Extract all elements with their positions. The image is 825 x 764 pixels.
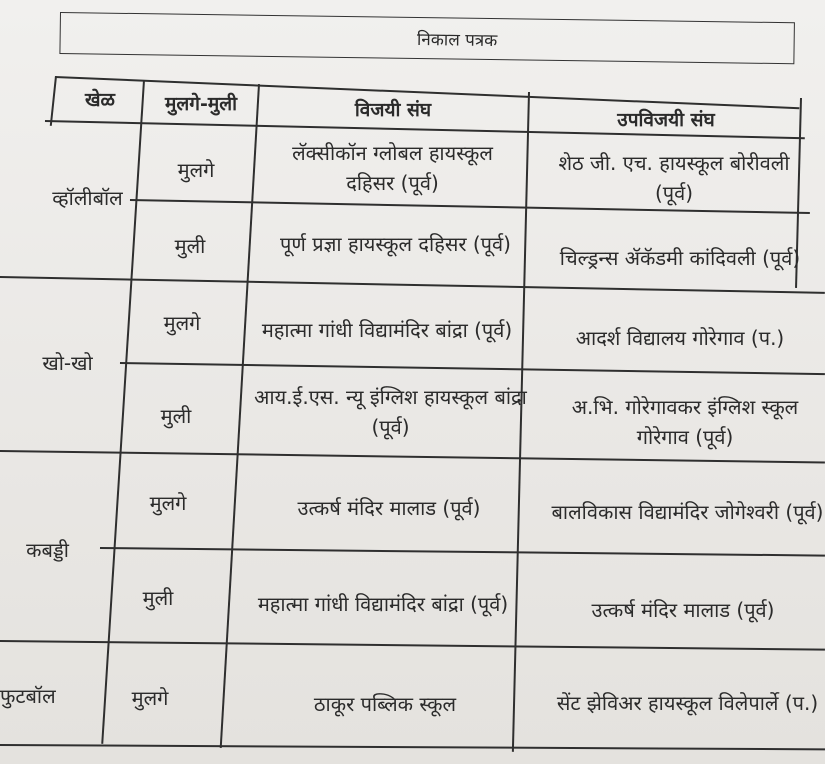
- winner-cell: उत्कर्ष मंदिर मालाड (पूर्व): [297, 496, 481, 520]
- winner-cell: ठाकूर पब्लिक स्कूल: [313, 692, 457, 716]
- gender-cell: मुली: [174, 234, 206, 258]
- runner-up-cell: अ.भि. गोरेगावकर इंग्लिश स्कूल गोरेगाव (पूर्व): [571, 395, 799, 449]
- runner-up-cell: आदर्श विद्यालय गोरेगाव (प.): [575, 326, 785, 350]
- runner-up-cell: उत्कर्ष मंदिर मालाड (पूर्व): [591, 598, 775, 622]
- winner-cell: महात्मा गांधी विद्यामंदिर बांद्रा (पूर्व): [257, 592, 509, 616]
- document-title: निकाल पत्रक: [416, 29, 498, 51]
- winner-cell: आय.ई.एस. न्यू इंग्लिश हायस्कूल बांद्रा (पूर्व): [254, 385, 527, 439]
- header-runner-up: उपविजयी संघ: [617, 109, 715, 131]
- sport-kho-kho: खो-खो: [42, 351, 93, 375]
- table-border-bottom: [0, 744, 825, 750]
- winner-cell: लॅक्सीकॉन ग्लोबल हायस्कूल दहिसर (पूर्व): [292, 141, 493, 195]
- runner-up-cell: शेठ जी. एच. हायस्कूल बोरीवली (पूर्व): [558, 151, 790, 205]
- title-box: [59, 12, 795, 64]
- runner-up-cell: चिल्ड्रन्स ॲकॅडमी कांदिवली (पूर्व): [559, 246, 801, 270]
- col-line: [50, 76, 57, 126]
- row-line: [0, 276, 825, 293]
- gender-cell: मुलगे: [177, 158, 215, 182]
- winner-cell: महात्मा गांधी विद्यामंदिर बांद्रा (पूर्व): [261, 318, 513, 342]
- runner-up-cell: बालविकास विद्यामंदिर जोगेश्वरी (पूर्व): [551, 500, 824, 524]
- header-gender: मुलगे-मुली: [165, 93, 237, 115]
- winner-cell: पूर्ण प्रज्ञा हायस्कूल दहिसर (पूर्व): [280, 232, 511, 256]
- gender-cell: मुलगे: [131, 686, 169, 710]
- sport-volleyball: व्हॉलीबॉल: [52, 186, 123, 210]
- sport-football: फुटबॉल: [0, 684, 56, 708]
- header-winner: विजयी संघ: [354, 99, 432, 121]
- row-line: [0, 640, 825, 650]
- gender-cell: मुली: [142, 586, 174, 610]
- row-line: [120, 362, 825, 375]
- gender-cell: मुली: [160, 404, 192, 428]
- gender-cell: मुलगे: [163, 311, 201, 335]
- sport-kabaddi: कबड्डी: [26, 538, 69, 562]
- row-line: [100, 547, 825, 556]
- runner-up-cell: सेंट झेविअर हायस्कूल विलेपार्ले (प.): [556, 691, 819, 715]
- header-sport: खेळ: [85, 89, 115, 111]
- gender-cell: मुलगे: [149, 491, 187, 515]
